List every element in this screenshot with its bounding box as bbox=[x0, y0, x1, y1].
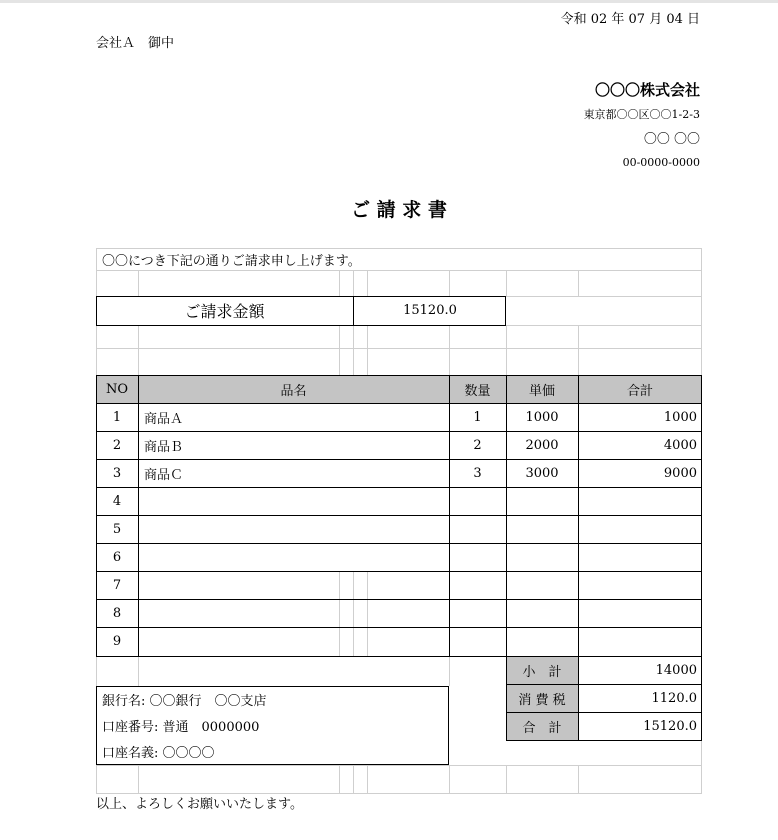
grid-line bbox=[339, 325, 340, 376]
grid-line bbox=[578, 270, 579, 296]
row-name-cell bbox=[138, 571, 449, 599]
row-name-cell bbox=[138, 515, 449, 543]
row-qty-cell bbox=[449, 571, 506, 599]
account-number: 口座番号: 普通 0000000 bbox=[102, 719, 260, 735]
recipient-name: 会社Ａ 御中 bbox=[96, 36, 175, 51]
issuer-company: 〇〇〇株式会社 bbox=[594, 81, 700, 99]
grid-line bbox=[506, 270, 507, 296]
row-qty-cell bbox=[449, 627, 506, 655]
row-total-cell bbox=[578, 515, 702, 543]
header-item-name: 品名 bbox=[280, 384, 307, 399]
row-price-cell bbox=[506, 487, 578, 515]
border-line bbox=[448, 686, 449, 765]
grid-line bbox=[449, 325, 450, 376]
grid-line bbox=[339, 765, 340, 793]
row-total-cell bbox=[578, 487, 702, 515]
grid-line bbox=[138, 765, 139, 793]
tax-value: 1120.0 bbox=[651, 690, 697, 706]
grid-line bbox=[367, 325, 368, 376]
grid-line bbox=[578, 765, 579, 793]
bank-name: 銀行名: 〇〇銀行 〇〇支店 bbox=[102, 693, 267, 709]
border-line bbox=[96, 764, 449, 765]
row-no-cell: 9 bbox=[112, 633, 122, 649]
grid-line bbox=[353, 325, 354, 376]
grid-line bbox=[449, 656, 450, 686]
account-holder: 口座名義: 〇〇〇〇 bbox=[102, 745, 215, 761]
closing-remark: 以上、よろしくお願いいたします。 bbox=[96, 797, 303, 812]
row-name-cell bbox=[138, 487, 449, 515]
issuer-phone: 00-0000-0000 bbox=[622, 156, 700, 169]
row-name-cell: 商品Ｂ bbox=[144, 439, 184, 455]
row-price-cell bbox=[506, 571, 578, 599]
window-top-strip bbox=[0, 0, 778, 3]
invoice-date: 令和 02 年 07 月 04 日 bbox=[560, 12, 700, 27]
row-price-cell bbox=[506, 627, 578, 655]
row-name-cell: 商品Ａ bbox=[144, 411, 184, 427]
amount-value: 15120.0 bbox=[403, 303, 457, 318]
row-price-cell: 1000 bbox=[525, 409, 559, 425]
row-price-cell bbox=[506, 515, 578, 543]
row-total-cell: 4000 bbox=[663, 437, 697, 453]
issuer-address: 東京都〇〇区〇〇1-2-3 bbox=[583, 108, 700, 121]
grand-total-value: 15120.0 bbox=[643, 718, 697, 734]
row-no-cell: 4 bbox=[112, 493, 122, 509]
row-name-cell: 商品Ｃ bbox=[144, 467, 184, 483]
header-total: 合計 bbox=[626, 384, 653, 399]
grid-line bbox=[353, 765, 354, 793]
grid-line bbox=[96, 270, 702, 271]
row-price-cell: 3000 bbox=[525, 465, 559, 481]
row-total-cell bbox=[578, 543, 702, 571]
subtotal-label: 小 計 bbox=[522, 664, 562, 680]
row-qty-cell bbox=[449, 487, 506, 515]
header-no: NO bbox=[105, 382, 129, 397]
header-unit-price: 単価 bbox=[528, 384, 555, 399]
issuer-person: 〇〇 〇〇 bbox=[643, 132, 700, 147]
grid-line bbox=[578, 325, 579, 376]
grid-line bbox=[367, 765, 368, 793]
grid-line bbox=[96, 348, 702, 349]
row-price-cell: 2000 bbox=[525, 437, 559, 453]
grid-line bbox=[138, 325, 139, 376]
grand-total-label: 合 計 bbox=[522, 720, 562, 736]
header-quantity: 数量 bbox=[464, 384, 491, 399]
row-total-cell bbox=[578, 571, 702, 599]
row-no-cell: 7 bbox=[112, 577, 122, 593]
row-qty-cell bbox=[449, 543, 506, 571]
row-total-cell bbox=[578, 599, 702, 627]
row-qty-cell: 2 bbox=[473, 437, 482, 453]
row-no-cell: 2 bbox=[112, 437, 122, 453]
row-price-cell bbox=[506, 599, 578, 627]
row-qty-cell bbox=[449, 599, 506, 627]
border-line bbox=[96, 325, 506, 326]
grid-line bbox=[96, 765, 702, 766]
row-no-cell: 6 bbox=[112, 549, 122, 565]
grid-line bbox=[367, 270, 368, 296]
amount-label: ご請求金額 bbox=[184, 302, 265, 321]
grid-line bbox=[353, 270, 354, 296]
grid-line bbox=[449, 270, 450, 296]
grid-line bbox=[96, 793, 702, 794]
grid-line bbox=[506, 765, 507, 793]
grid-line bbox=[506, 325, 507, 376]
row-no-cell: 5 bbox=[112, 521, 122, 537]
row-no-cell: 3 bbox=[112, 465, 122, 481]
intro-text: 〇〇につき下記の通りご請求申し上げます。 bbox=[102, 253, 361, 269]
row-qty-cell: 1 bbox=[473, 409, 482, 425]
row-name-cell bbox=[138, 543, 449, 571]
grid-line bbox=[138, 270, 139, 296]
row-total-cell bbox=[578, 627, 702, 655]
grid-line bbox=[138, 656, 139, 686]
row-qty-cell bbox=[449, 515, 506, 543]
row-price-cell bbox=[506, 543, 578, 571]
row-no-cell: 1 bbox=[112, 409, 122, 425]
row-total-cell: 1000 bbox=[663, 409, 697, 425]
row-name-cell bbox=[138, 627, 449, 655]
document-title: ご 請 求 書 bbox=[351, 199, 447, 221]
border-line bbox=[506, 740, 702, 741]
tax-label: 消 費 税 bbox=[518, 692, 566, 708]
grid-line bbox=[339, 270, 340, 296]
row-total-cell: 9000 bbox=[663, 465, 697, 481]
row-name-cell bbox=[138, 599, 449, 627]
row-no-cell: 8 bbox=[112, 605, 122, 621]
subtotal-value: 14000 bbox=[655, 662, 697, 678]
grid-line bbox=[449, 765, 450, 793]
row-qty-cell: 3 bbox=[473, 465, 482, 481]
